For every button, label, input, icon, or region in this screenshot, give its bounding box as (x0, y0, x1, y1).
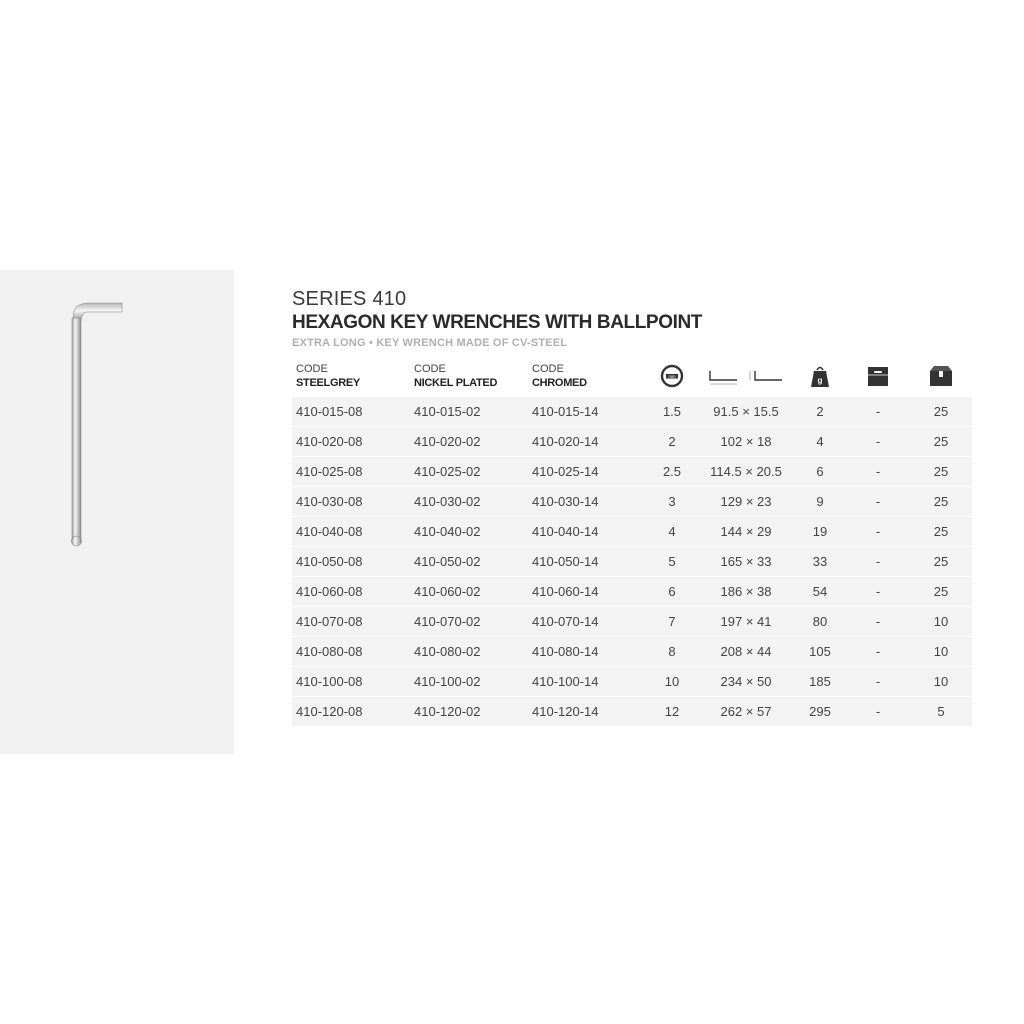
weight-value: 80 (794, 607, 846, 637)
box-quantity-value: 25 (910, 397, 972, 427)
nickel-plated-code: 410-025-02 (410, 457, 528, 487)
size-mm-value: 7 (646, 607, 698, 637)
steelgrey-code: 410-020-08 (292, 427, 410, 457)
hanger-pack-value: - (846, 577, 910, 607)
chromed-code: 410-020-14 (528, 427, 646, 457)
chromed-code: 410-025-14 (528, 457, 646, 487)
chromed-code: 410-070-14 (528, 607, 646, 637)
dimensions-value: 144 × 29 (698, 517, 794, 547)
table-row (292, 667, 972, 697)
size-mm-value: 2.5 (646, 457, 698, 487)
hanger-pack-value: - (846, 697, 910, 727)
weight-value: 185 (794, 667, 846, 697)
hanger-pack-value: - (846, 487, 910, 517)
nickel-plated-code: 410-080-02 (410, 637, 528, 667)
dimensions-value: 208 × 44 (698, 637, 794, 667)
box-quantity-value: 10 (910, 667, 972, 697)
steelgrey-code: 410-040-08 (292, 517, 410, 547)
product-subtitle: EXTRA LONG • KEY WRENCH MADE OF CV-STEEL (292, 337, 568, 349)
chromed-code: 410-050-14 (528, 547, 646, 577)
table-row (292, 487, 972, 517)
size-mm-value: 10 (646, 667, 698, 697)
product-info (292, 288, 972, 726)
chromed-code: 410-120-14 (528, 697, 646, 727)
col-header-steelgrey (292, 363, 410, 397)
size-mm-value: 2 (646, 427, 698, 457)
table-row (292, 427, 972, 457)
box-quantity-value: 10 (910, 637, 972, 667)
product-title: HEXAGON KEY WRENCHES WITH BALLPOINT (292, 312, 702, 333)
size-mm-icon (660, 364, 684, 388)
size-mm-value: 3 (646, 487, 698, 517)
box-quantity-value: 25 (910, 487, 972, 517)
nickel-plated-code: 410-070-02 (410, 607, 528, 637)
size-mm-value: 1.5 (646, 397, 698, 427)
dimensions-value: 129 × 23 (698, 487, 794, 517)
size-mm-icon-text: mm (668, 373, 676, 379)
dimensions-value: 234 × 50 (698, 667, 794, 697)
hex-key-wrench-image (0, 270, 234, 754)
steelgrey-code: 410-060-08 (292, 577, 410, 607)
nickel-plated-code: 410-060-02 (410, 577, 528, 607)
steelgrey-code: 410-070-08 (292, 607, 410, 637)
weight-value: 9 (794, 487, 846, 517)
hanger-pack-icon (867, 365, 889, 387)
table-row (292, 547, 972, 577)
steelgrey-code: 410-015-08 (292, 397, 410, 427)
steelgrey-code: 410-030-08 (292, 487, 410, 517)
dimensions-value: 91.5 × 15.5 (698, 397, 794, 427)
hanger-pack-value: - (846, 667, 910, 697)
col-header-chromed (528, 363, 646, 397)
chromed-code: 410-100-14 (528, 667, 646, 697)
nickel-plated-code: 410-020-02 (410, 427, 528, 457)
size-mm-value: 8 (646, 637, 698, 667)
hanger-pack-value: - (846, 517, 910, 547)
weight-icon-text: g (817, 375, 823, 385)
weight-value: 54 (794, 577, 846, 607)
dimensions-icon (707, 365, 785, 387)
chromed-code: 410-040-14 (528, 517, 646, 547)
hanger-pack-value: - (846, 547, 910, 577)
box-quantity-value: 25 (910, 457, 972, 487)
col-header-box (910, 363, 972, 397)
chromed-code: 410-015-14 (528, 397, 646, 427)
weight-value: 105 (794, 637, 846, 667)
product-table (292, 363, 972, 726)
steelgrey-label: STEELGREY (296, 377, 360, 389)
table-row (292, 697, 972, 727)
size-mm-value: 5 (646, 547, 698, 577)
box-quantity-icon (929, 365, 953, 387)
hanger-pack-value: - (846, 427, 910, 457)
col-header-dimensions (698, 363, 794, 397)
series-label: SERIES 410 (292, 288, 407, 310)
box-quantity-value: 25 (910, 547, 972, 577)
table-row (292, 397, 972, 427)
size-mm-value: 6 (646, 577, 698, 607)
steelgrey-code: 410-025-08 (292, 457, 410, 487)
chromed-code: 410-080-14 (528, 637, 646, 667)
weight-icon (810, 364, 830, 388)
nickel-plated-code: 410-050-02 (410, 547, 528, 577)
weight-value: 295 (794, 697, 846, 727)
table-row (292, 457, 972, 487)
col-header-nickel (410, 363, 528, 397)
box-quantity-value: 10 (910, 607, 972, 637)
nickel-plated-code: 410-030-02 (410, 487, 528, 517)
weight-value: 33 (794, 547, 846, 577)
box-quantity-value: 25 (910, 577, 972, 607)
nickel-plated-code: 410-040-02 (410, 517, 528, 547)
dimensions-value: 197 × 41 (698, 607, 794, 637)
steelgrey-code: 410-050-08 (292, 547, 410, 577)
box-quantity-value: 5 (910, 697, 972, 727)
dimensions-value: 165 × 33 (698, 547, 794, 577)
hanger-pack-value: - (846, 457, 910, 487)
hanger-pack-value: - (846, 607, 910, 637)
nickel-plated-label: NICKEL PLATED (414, 377, 498, 389)
size-mm-value: 4 (646, 517, 698, 547)
code-label: CODE (414, 363, 446, 375)
table-header-row (292, 363, 972, 397)
table-row (292, 577, 972, 607)
dimensions-value: 102 × 18 (698, 427, 794, 457)
nickel-plated-code: 410-100-02 (410, 667, 528, 697)
product-image-panel (0, 270, 234, 754)
weight-value: 4 (794, 427, 846, 457)
size-mm-value: 12 (646, 697, 698, 727)
chromed-label: CHROMED (532, 377, 587, 389)
col-header-size (646, 363, 698, 397)
dimensions-value: 186 × 38 (698, 577, 794, 607)
dimensions-value: 114.5 × 20.5 (698, 457, 794, 487)
nickel-plated-code: 410-015-02 (410, 397, 528, 427)
steelgrey-code: 410-100-08 (292, 667, 410, 697)
hanger-pack-value: - (846, 397, 910, 427)
weight-value: 19 (794, 517, 846, 547)
dimensions-value: 262 × 57 (698, 697, 794, 727)
chromed-code: 410-060-14 (528, 577, 646, 607)
weight-value: 6 (794, 457, 846, 487)
col-header-hanger (846, 363, 910, 397)
steelgrey-code: 410-120-08 (292, 697, 410, 727)
nickel-plated-code: 410-120-02 (410, 697, 528, 727)
code-label: CODE (532, 363, 564, 375)
table-row (292, 637, 972, 667)
box-quantity-value: 25 (910, 517, 972, 547)
table-row (292, 607, 972, 637)
box-quantity-value: 25 (910, 427, 972, 457)
table-row (292, 517, 972, 547)
steelgrey-code: 410-080-08 (292, 637, 410, 667)
chromed-code: 410-030-14 (528, 487, 646, 517)
col-header-weight (794, 363, 846, 397)
hanger-pack-value: - (846, 637, 910, 667)
code-label: CODE (296, 363, 328, 375)
weight-value: 2 (794, 397, 846, 427)
